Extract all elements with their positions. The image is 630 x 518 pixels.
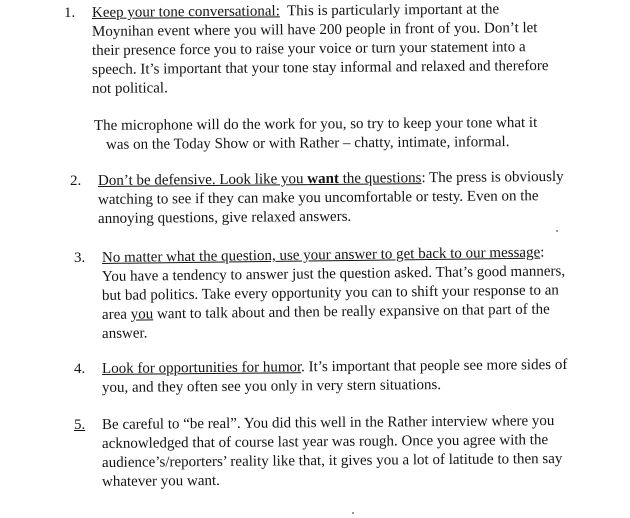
item-line: their presence force you to raise your voice or turn your statement into a	[91, 39, 526, 59]
item-heading-pre: Don’t be defensive. Look like you	[97, 171, 308, 189]
item-number: 1.	[64, 5, 76, 21]
item-line: not political.	[91, 80, 168, 97]
item-emphasis: you	[130, 306, 154, 323]
item-line: speech. It’s important that your tone stay informal and relaxed and therefore	[91, 58, 549, 78]
item-body	[101, 244, 630, 344]
item-line: Be careful to “be real”. You did this well in the Rather interview where you	[101, 413, 555, 433]
item-number: 2.	[70, 173, 82, 189]
item-text: :	[540, 244, 545, 261]
scan-speck	[352, 512, 354, 514]
item-text: want to talk about and then be really expansive on that part of the	[153, 301, 550, 323]
item-text: This is particularly important at the	[287, 1, 500, 20]
item-number: 5.	[74, 417, 86, 433]
item-line: you, and they often see you only in very stern situations.	[101, 377, 442, 396]
sub-paragraph	[93, 114, 614, 155]
item-heading	[98, 170, 422, 189]
item-line: audience’s/reporters’ reality like that, it gives you a lot of latitude to then say	[101, 450, 563, 471]
item-line: but bad politics. Take every opportunity you can to shift your response to an	[101, 282, 559, 304]
item-text: . It’s important that people see more sides of	[301, 356, 568, 376]
item-line: watching to see if they can make you uncomfortable or testy. Even on the	[97, 188, 539, 208]
item-body	[101, 356, 630, 398]
item-text: : The press is obviously	[421, 168, 564, 187]
item-number: 3.	[74, 250, 86, 266]
item-body	[101, 413, 630, 492]
item-number: 4.	[74, 361, 86, 377]
item-heading-post: the questions	[338, 170, 422, 187]
item-body	[97, 168, 630, 229]
item-heading: Look for opportunities for humor	[101, 359, 302, 377]
item-heading: No matter what the question, use your answer to get back to our message	[101, 244, 541, 266]
sub-line: was on the Today Show or with Rather – chatty, intimate, informal.	[105, 134, 510, 153]
item-text: area	[101, 306, 131, 323]
item-line: acknowledged that of course last year was rough. Once you agree with the	[101, 432, 549, 452]
item-line: answer.	[101, 325, 148, 342]
item-line: Moynihan event where you will have 200 people in front of you. Don’t let	[91, 20, 538, 40]
sub-line: The microphone will do the work for you, so try to keep your tone what it	[93, 114, 538, 134]
scan-speck	[556, 230, 558, 232]
item-line: You have a tendency to answer just the question asked. That’s good manners,	[101, 263, 566, 285]
item-heading-bold: want	[307, 170, 339, 188]
item-body	[91, 1, 624, 99]
item-line: annoying questions, give relaxed answers.	[97, 208, 352, 227]
item-heading: Keep your tone conversational:	[91, 3, 280, 21]
item-line: whatever you want.	[101, 472, 220, 490]
